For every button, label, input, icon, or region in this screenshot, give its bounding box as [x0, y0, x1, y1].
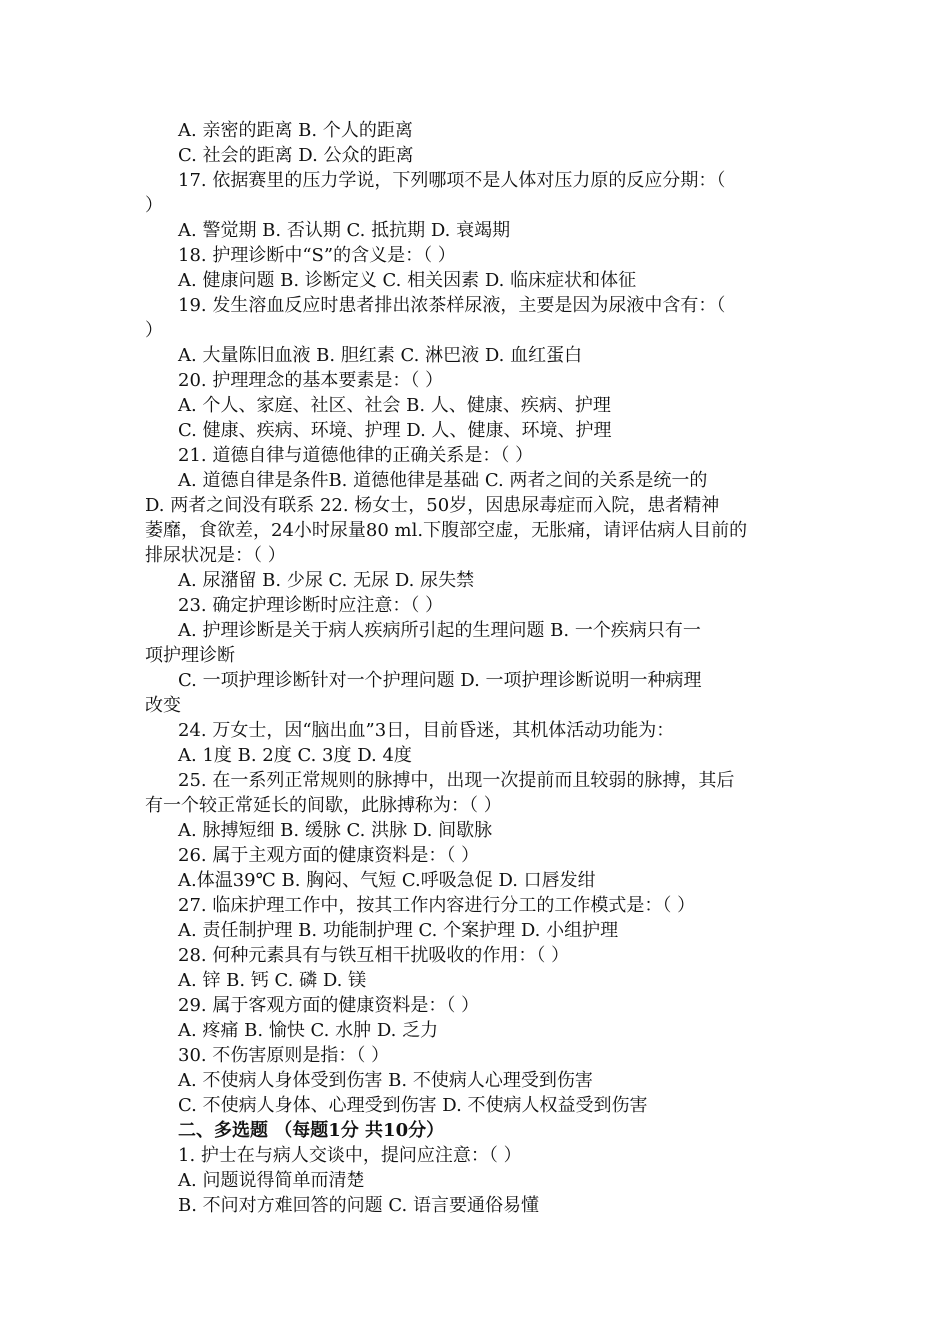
question-28: 28. 何种元素具有与铁互相干扰吸收的作用：（ ） — [178, 945, 570, 966]
option-line: A. 个人、家庭、社区、社会 B. 人、健康、疾病、护理 — [178, 395, 611, 416]
question-20: 20. 护理理念的基本要素是：（ ） — [178, 370, 444, 391]
option-line: A. 不使病人身体受到伤害 B. 不使病人心理受到伤害 — [178, 1070, 593, 1091]
question-multi-1: 1. 护士在与病人交谈中，提问应注意：（ ） — [178, 1145, 522, 1166]
option-line: A. 脉搏短细 B. 缓脉 C. 洪脉 D. 间歇脉 — [178, 820, 493, 841]
question-23: 23. 确定护理诊断时应注意：（ ） — [178, 595, 444, 616]
option-line: A. 疼痛 B. 愉快 C. 水肿 D. 乏力 — [178, 1020, 439, 1041]
option-line: A. 护理诊断是关于病人疾病所引起的生理问题 B. 一个疾病只有一 — [178, 620, 701, 641]
option-line: A. 道德自律是条件B. 道德他律是基础 C. 两者之间的关系是统一的 — [178, 470, 708, 491]
question-continuation: ） — [145, 320, 163, 341]
question-25: 25. 在一系列正常规则的脉搏中，出现一次提前而且较弱的脉搏，其后 — [178, 770, 735, 791]
question-continuation: 排尿状况是：（ ） — [145, 545, 286, 566]
question-27: 27. 临床护理工作中，按其工作内容进行分工的工作模式是：（ ） — [178, 895, 696, 916]
option-line: C. 一项护理诊断针对一个护理问题 D. 一项护理诊断说明一种病理 — [178, 670, 702, 691]
option-line: C. 不使病人身体、心理受到伤害 D. 不使病人权益受到伤害 — [178, 1095, 648, 1116]
question-continuation: ） — [145, 195, 163, 216]
question-21: 21. 道德自律与道德他律的正确关系是：（ ） — [178, 445, 534, 466]
option-line: A. 大量陈旧血液 B. 胆红素 C. 淋巴液 D. 血红蛋白 — [178, 345, 583, 366]
question-29: 29. 属于客观方面的健康资料是：（ ） — [178, 995, 480, 1016]
option-line: A. 责任制护理 B. 功能制护理 C. 个案护理 D. 小组护理 — [178, 920, 619, 941]
question-19: 19. 发生溶血反应时患者排出浓茶样尿液，主要是因为尿液中含有：（ — [178, 295, 726, 316]
document-page — [145, 118, 810, 1218]
option-line: A. 问题说得简单而清楚 — [178, 1170, 365, 1191]
question-22: D. 两者之间没有联系 22. 杨女士，50岁，因患尿毒症而入院，患者精神 — [145, 495, 720, 516]
option-line: C. 健康、疾病、环境、护理 D. 人、健康、环境、护理 — [178, 420, 612, 441]
question-17: 17. 依据赛里的压力学说，下列哪项不是人体对压力原的反应分期：（ — [178, 170, 726, 191]
option-line: A.体温39℃ B. 胸闷、气短 C.呼吸急促 D. 口唇发绀 — [178, 870, 596, 891]
question-continuation: 萎靡，食欲差，24小时尿量80 ml.下腹部空虚，无胀痛，请评估病人目前的 — [145, 520, 748, 541]
option-line: A. 尿潴留 B. 少尿 C. 无尿 D. 尿失禁 — [178, 570, 475, 591]
question-26: 26. 属于主观方面的健康资料是：（ ） — [178, 845, 480, 866]
option-line: B. 不问对方难回答的问题 C. 语言要通俗易懂 — [178, 1195, 539, 1216]
option-continuation: 项护理诊断 — [145, 645, 235, 666]
option-line: A. 警觉期 B. 否认期 C. 抵抗期 D. 衰竭期 — [178, 220, 511, 241]
question-continuation: 有一个较正常延长的间歇，此脉搏称为：（ ） — [145, 795, 502, 816]
option-line: C. 社会的距离 D. 公众的距离 — [178, 145, 414, 166]
question-18: 18. 护理诊断中“S”的含义是：（ ） — [178, 245, 456, 266]
option-line: A. 1度 B. 2度 C. 3度 D. 4度 — [178, 745, 412, 766]
option-line: A. 锌 B. 钙 C. 磷 D. 镁 — [178, 970, 367, 991]
option-line: A. 亲密的距离 B. 个人的距离 — [178, 120, 413, 141]
question-24: 24. 万女士，因“脑出血”3日，目前昏迷，其机体活动功能为： — [178, 720, 675, 741]
option-continuation: 改变 — [145, 695, 181, 716]
question-30: 30. 不伤害原则是指：（ ） — [178, 1045, 390, 1066]
section-heading-multiple-choice: 二、多选题 （每题1分 共10分） — [178, 1120, 445, 1141]
option-line: A. 健康问题 B. 诊断定义 C. 相关因素 D. 临床症状和体征 — [178, 270, 637, 291]
